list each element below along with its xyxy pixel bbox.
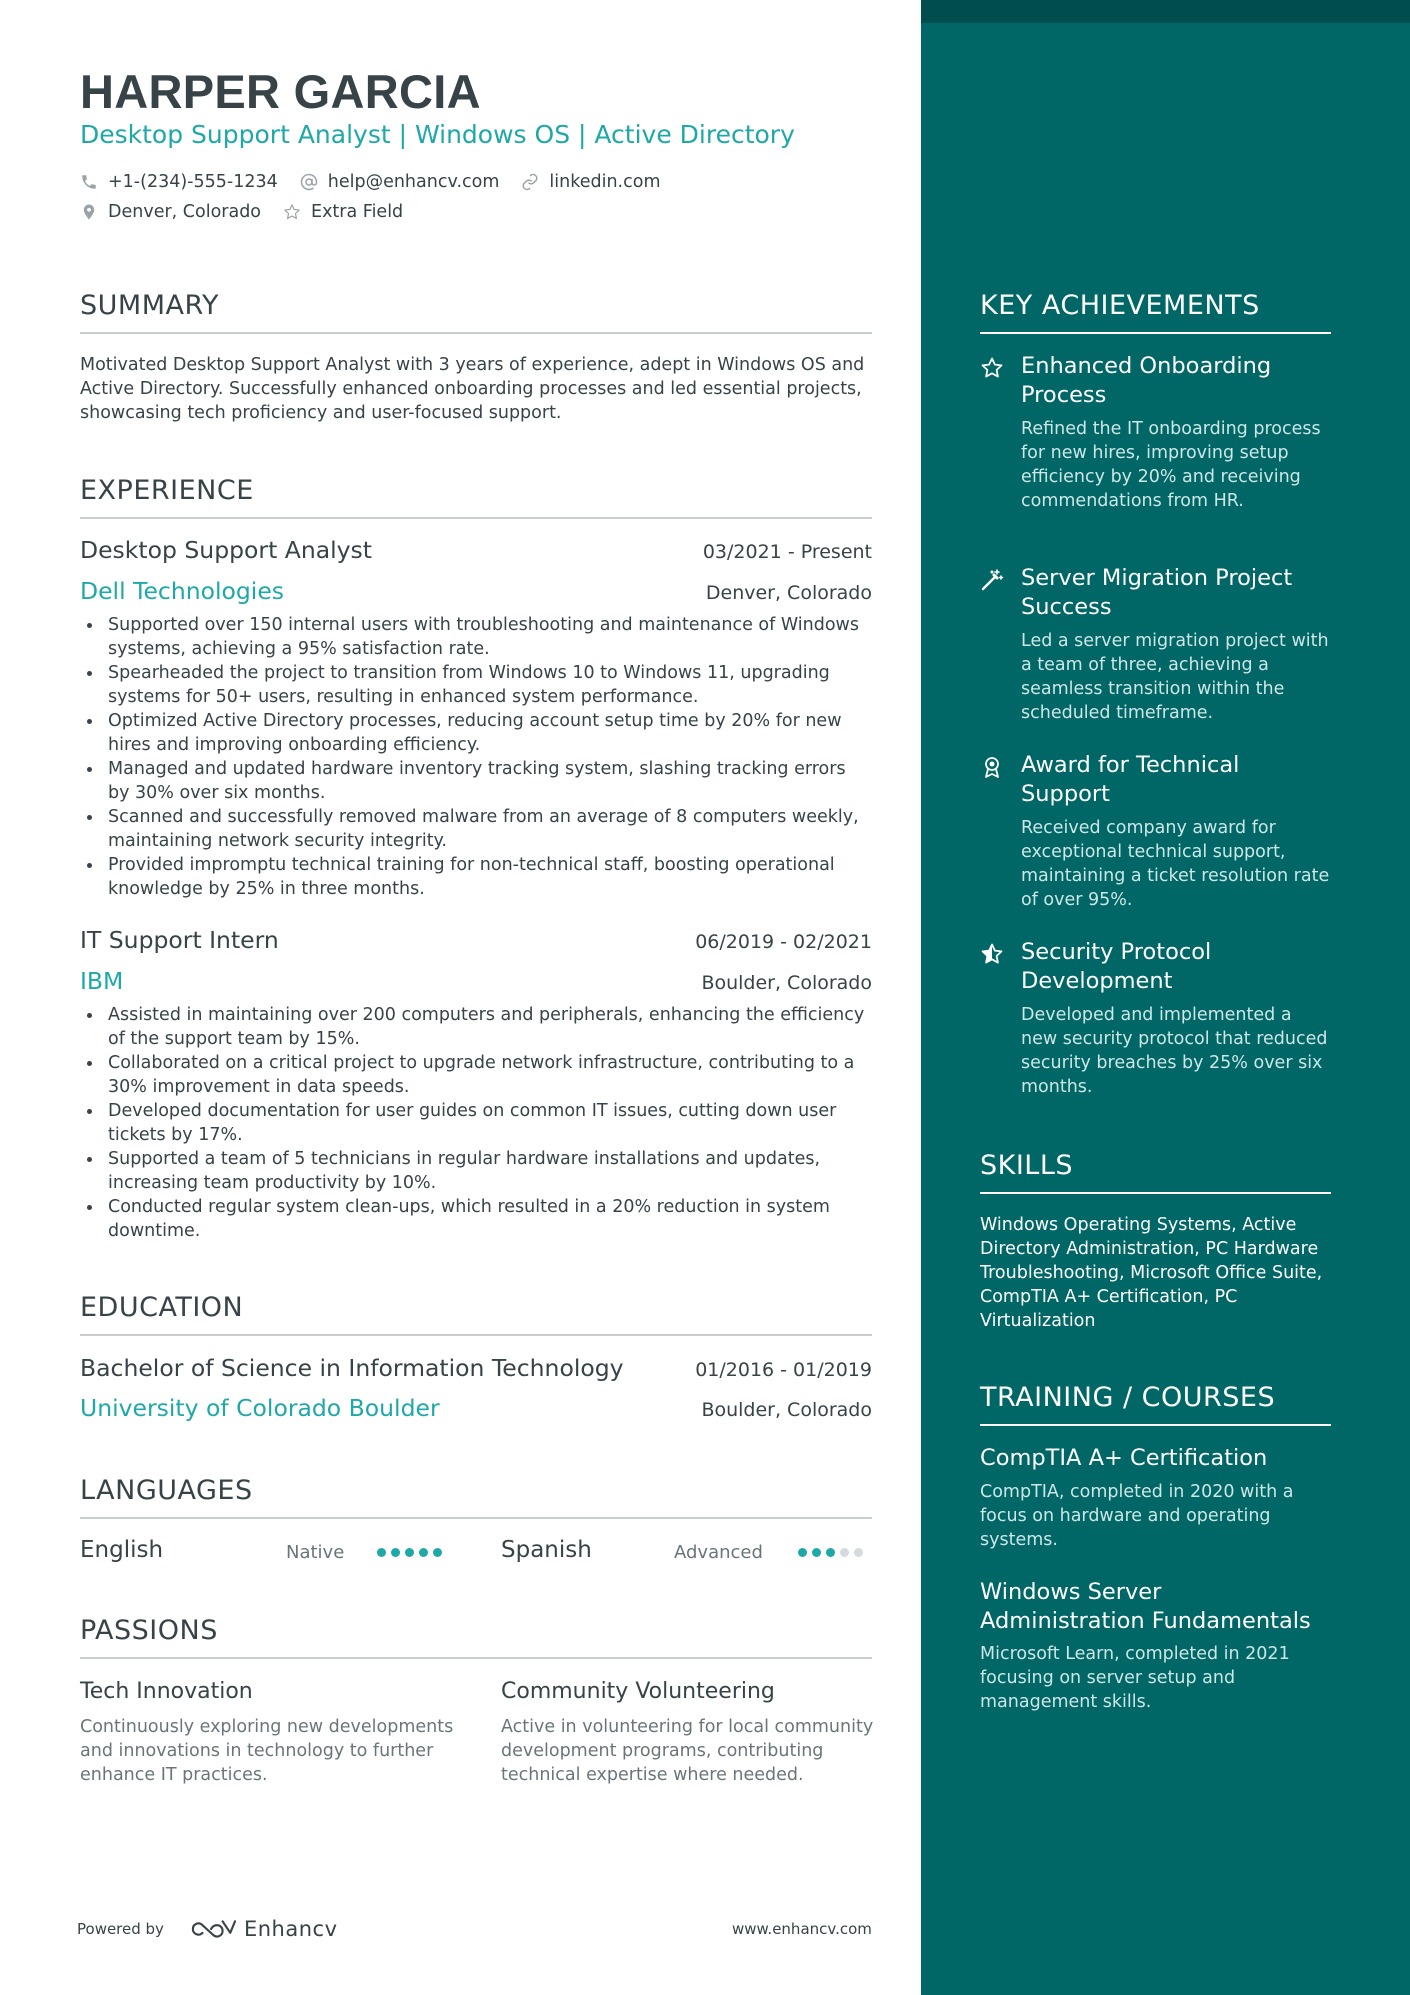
job-2-company[interactable]: IBM [80,967,124,995]
job-2-subheader [80,967,872,995]
passion-2-desc: Active in volunteering for local community development programs, contributing technical expertise where needed. [501,1717,874,1785]
enhancv-logo-icon [190,1917,236,1941]
email-text: help@enhancv.com [327,172,500,192]
star-outline-icon [283,203,301,221]
languages-heading: LANGUAGES [80,1475,872,1519]
magic-wand-icon [980,568,1004,592]
rating-dot [798,1548,807,1557]
summary-heading: SUMMARY [80,290,872,334]
list-item: Provided impromptu technical training for non-technical staff, boosting operational knowledge by 25% in three months. [80,853,872,901]
award-ribbon-icon [980,755,1004,779]
email-contact[interactable] [300,172,500,192]
at-sign-icon [300,173,318,191]
phone-contact[interactable] [80,172,278,192]
list-item: Scanned and successfully removed malware from an average of 8 computers weekly, maintaining network security integrity. [80,805,872,853]
language-spanish-rating [798,1548,868,1557]
candidate-title: Desktop Support Analyst | Windows OS | Active Directory [80,120,795,149]
course-2-title: Windows Server Administration Fundamentals [980,1579,1311,1634]
education-degree: Bachelor of Science in Information Technology [80,1354,624,1382]
job-2-dates: 06/2019 - 02/2021 [695,931,872,953]
job-1-role: Desktop Support Analyst [80,536,373,564]
achievement-3-desc: Received company award for exceptional technical support, maintaining a ticket resolution rate of over 95%. [1021,818,1330,910]
website-contact[interactable] [521,172,660,192]
rating-dot [826,1548,835,1557]
achievement-4-desc: Developed and implemented a new security protocol that reduced security breaches by 25% over six months. [1021,1005,1328,1097]
contact-row-1 [80,172,683,192]
phone-text: +1-(234)-555-1234 [108,172,278,192]
list-item: Developed documentation for user guides on common IT issues, cutting down user tickets by 17%. [80,1099,872,1147]
list-item: Managed and updated hardware inventory tracking system, slashing tracking errors by 30% over six months. [80,757,872,805]
sidebar [921,0,1410,1995]
achievement-1-desc: Refined the IT onboarding process for new hires, improving setup efficiency by 20% and receiving commendations from HR. [1021,419,1321,511]
education-header [80,1354,872,1382]
half-star-icon [980,942,1004,966]
education-heading: EDUCATION [80,1292,872,1336]
training-heading: TRAINING / COURSES [980,1382,1331,1426]
rating-dot [377,1548,386,1557]
rating-dot [433,1548,442,1557]
job-1-company[interactable]: Dell Technologies [80,577,285,605]
list-item: Assisted in maintaining over 200 computers and peripherals, enhancing the efficiency of the support team by 15%. [80,1003,872,1051]
job-1-location: Denver, Colorado [705,582,872,604]
language-english-rating [377,1548,447,1557]
course-1-title: CompTIA A+ Certification [980,1445,1268,1471]
language-spanish-level: Advanced [674,1542,763,1563]
location-text: Denver, Colorado [108,202,262,222]
achievement-2-desc: Led a server migration project with a team of three, achieving a seamless transition within the scheduled timeframe. [1021,631,1329,723]
job-2-bullets [80,1003,872,1243]
contact-row-2 [80,202,425,222]
education-subheader [80,1394,872,1422]
rating-dot [391,1548,400,1557]
location-contact [80,202,261,222]
location-pin-icon [80,203,98,221]
passions-heading: PASSIONS [80,1615,872,1659]
extra-field-text: Extra Field [311,202,404,222]
footer-url[interactable]: www.enhancv.com [732,1920,872,1938]
list-item: Collaborated on a critical project to upgrade network infrastructure, contributing to a 30% improvement in data speeds. [80,1051,872,1099]
job-2-location: Boulder, Colorado [701,972,872,994]
phone-icon [80,173,98,191]
powered-by-text: Powered by [77,1920,164,1938]
course-2-desc: Microsoft Learn, completed in 2021 focusing on server setup and management skills. [980,1644,1290,1712]
list-item: Spearheaded the project to transition from Windows 10 to Windows 11, upgrading systems for 50+ users, resulting in enhanced system performance. [80,661,872,709]
skills-heading: SKILLS [980,1150,1331,1194]
achievement-2-title: Server Migration Project Success [1021,565,1293,620]
job-2-header [80,926,872,954]
list-item: Conducted regular system clean-ups, which resulted in a 20% reduction in system downtime. [80,1195,872,1243]
education-dates: 01/2016 - 01/2019 [695,1359,872,1381]
link-icon [521,173,539,191]
extra-field-contact [283,202,403,222]
list-item: Optimized Active Directory processes, reducing account setup time by 20% for new hires and improving onboarding efficiency. [80,709,872,757]
passion-1-desc: Continuously exploring new developments and innovations in technology to further enhance IT practices. [80,1717,454,1785]
rating-dot [812,1548,821,1557]
passion-1-title: Tech Innovation [80,1679,253,1704]
rating-dot [840,1548,849,1557]
job-1-header [80,536,872,564]
job-2-role: IT Support Intern [80,926,279,954]
job-1-bullets [80,613,872,901]
education-location: Boulder, Colorado [701,1399,872,1421]
star-icon [980,356,1004,380]
course-1-desc: CompTIA, completed in 2020 with a focus on hardware and operating systems. [980,1482,1294,1550]
rating-dot [854,1548,863,1557]
list-item: Supported over 150 internal users with troubleshooting and maintenance of Windows systems, achieving a 95% satisfaction rate. [80,613,872,661]
achievement-4-title: Security Protocol Development [1021,939,1212,994]
education-school[interactable]: University of Colorado Boulder [80,1394,440,1422]
achievement-3-title: Award for Technical Support [1021,752,1240,807]
experience-heading: EXPERIENCE [80,475,872,519]
language-english-level: Native [286,1542,345,1563]
achievement-1-title: Enhanced Onboarding Process [1021,353,1272,408]
candidate-name: HARPER GARCIA [80,65,481,118]
achievements-heading: KEY ACHIEVEMENTS [980,290,1331,334]
passion-2-title: Community Volunteering [501,1679,775,1704]
job-1-subheader [80,577,872,605]
enhancv-brand-text: Enhancv [243,1917,338,1941]
summary-text: Motivated Desktop Support Analyst with 3 years of experience, adept in Windows OS and Active Directory. Successfully enhanced onboarding processes and led essential projects, showcasing tech proficiency and user-focused support. [80,355,865,423]
language-spanish-name: Spanish [501,1537,592,1563]
footer-branding [77,1917,338,1941]
rating-dot [419,1548,428,1557]
skills-text: Windows Operating Systems, Active Directory Administration, PC Hardware Troubleshooting, Microsoft Office Suite, CompTIA A+ Certification, PC Virtualization [980,1215,1323,1331]
rating-dot [405,1548,414,1557]
job-1-dates: 03/2021 - Present [702,541,872,563]
language-english-name: English [80,1537,164,1563]
website-text: linkedin.com [549,172,661,192]
sidebar-top-strip [921,0,1410,23]
list-item: Supported a team of 5 technicians in regular hardware installations and updates, increasing team productivity by 10%. [80,1147,872,1195]
